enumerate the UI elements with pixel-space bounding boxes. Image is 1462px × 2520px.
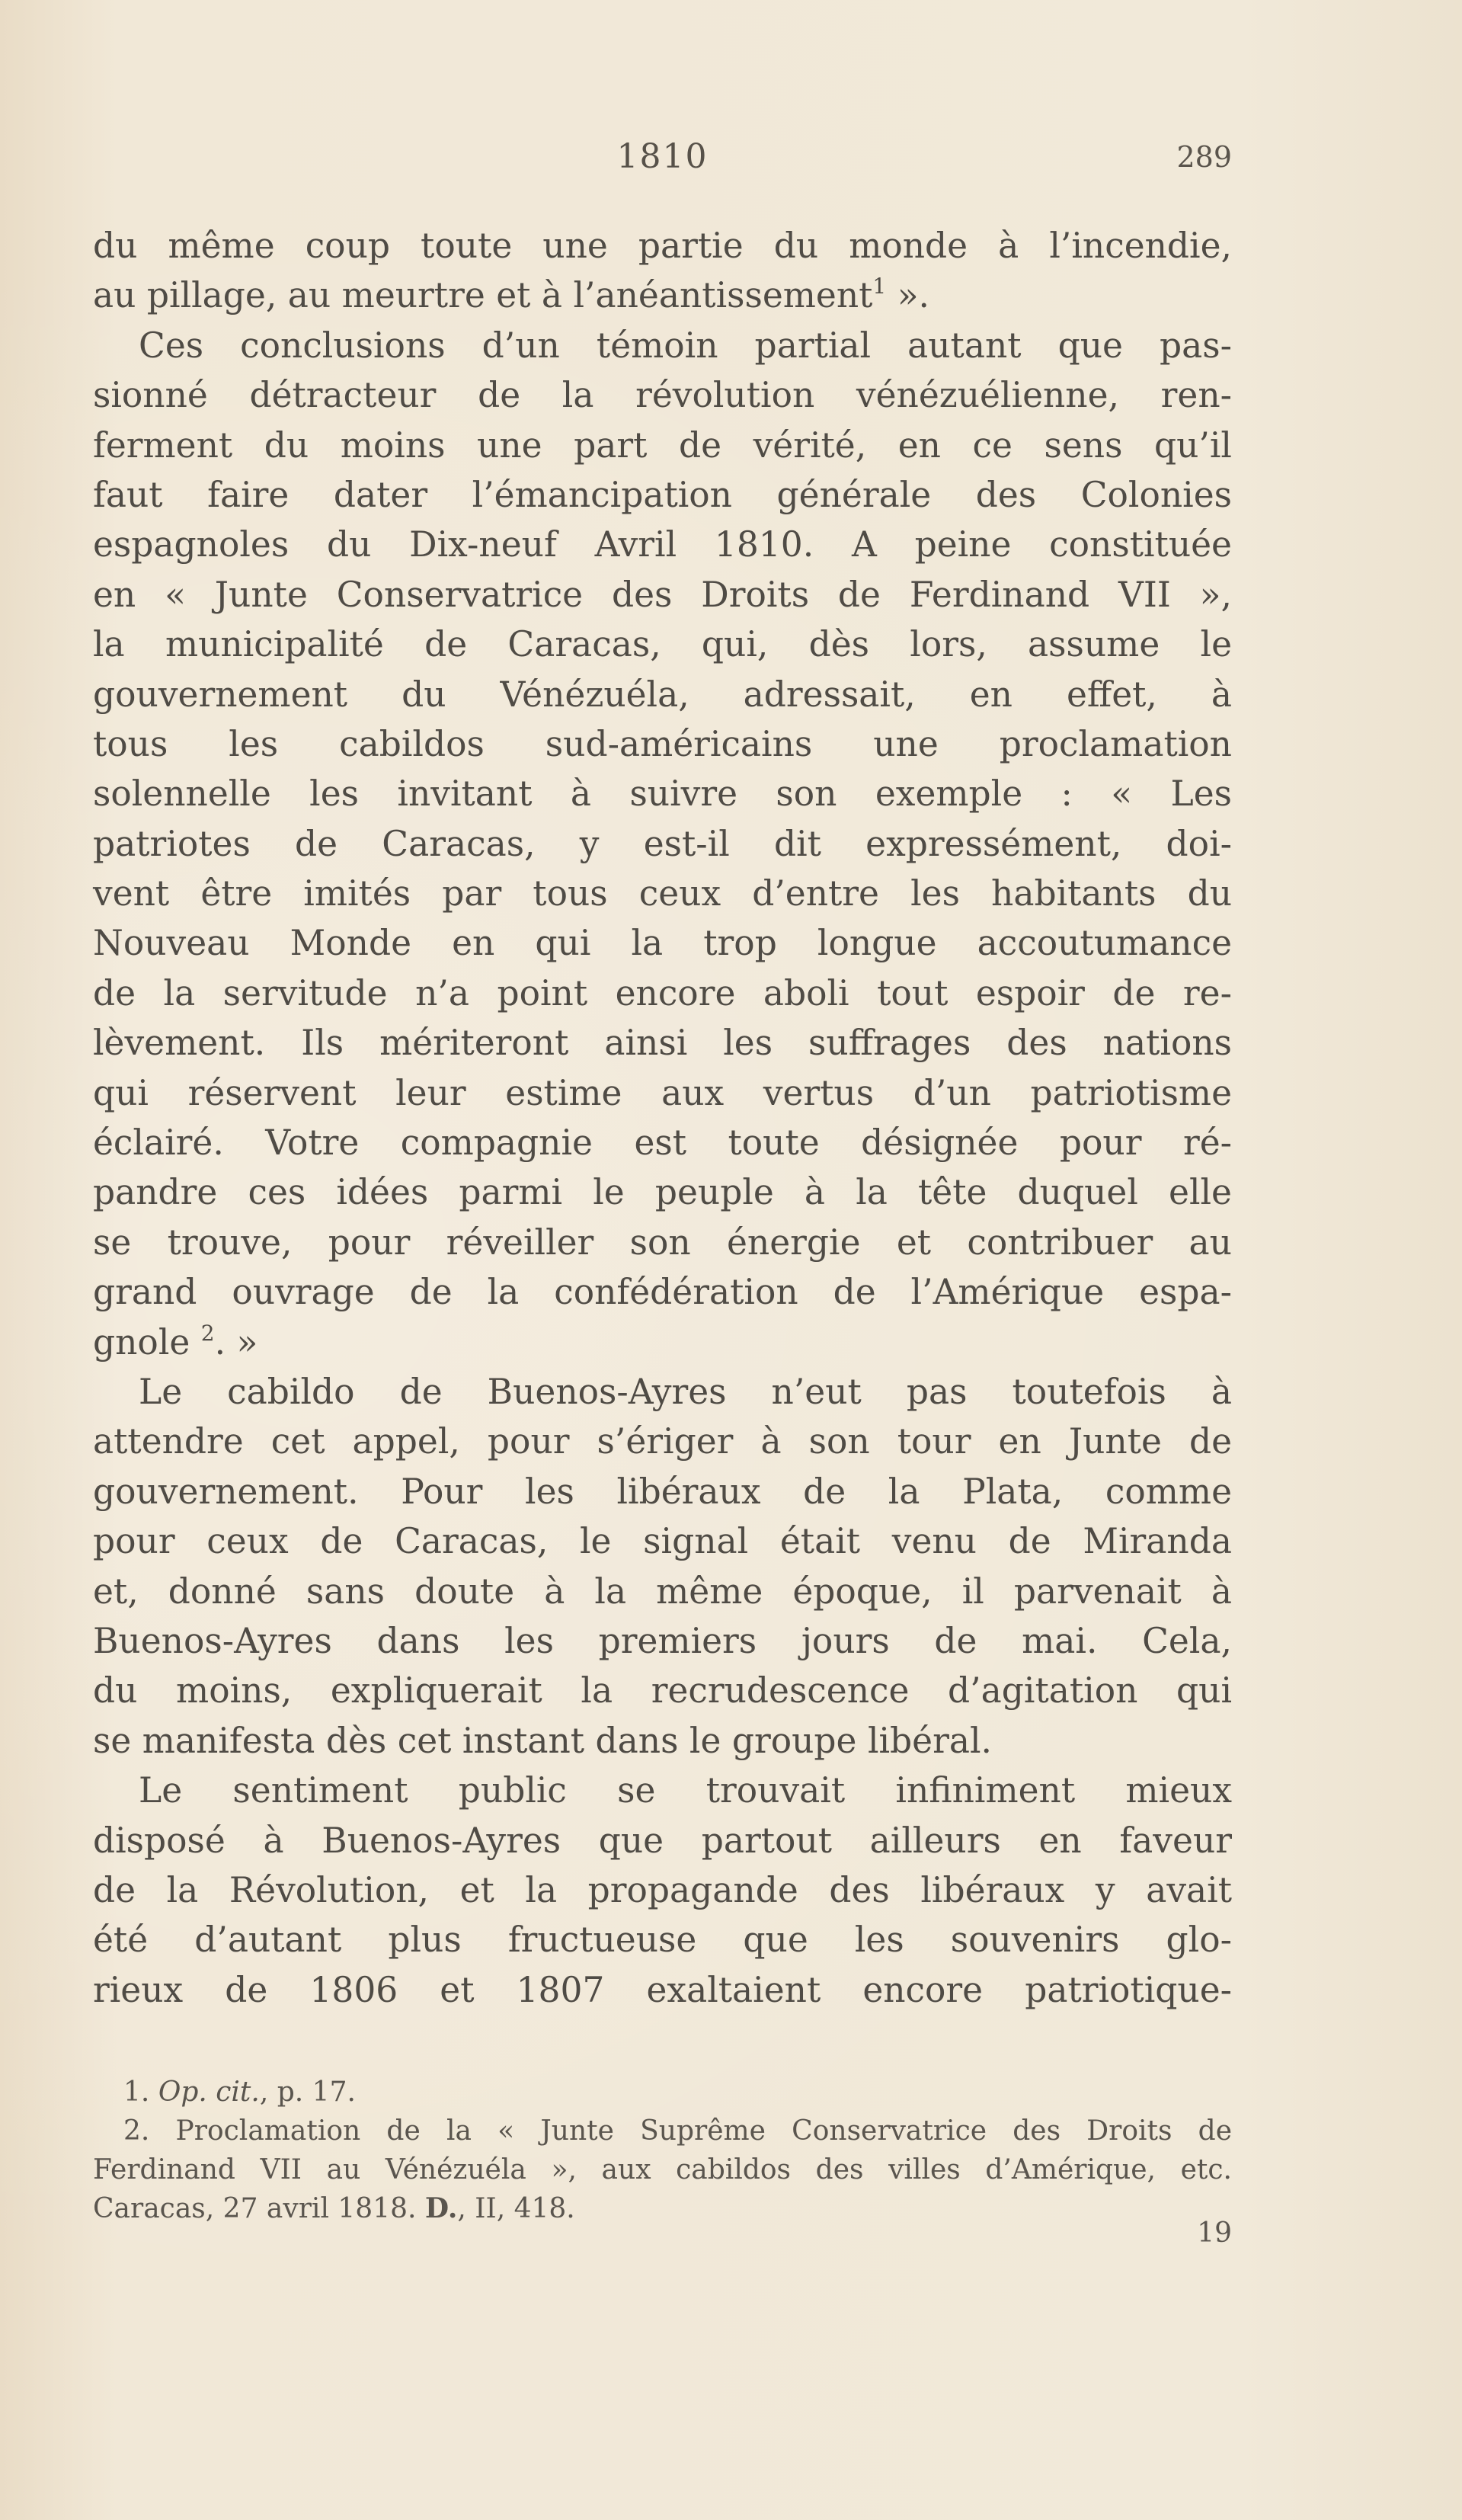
text-line: rieux de 1806 et 1807 exaltaient encore patriotique- [93, 1969, 1232, 2010]
body-text [93, 221, 1232, 2015]
text-line [93, 1318, 1232, 1367]
footnote-2-line: Ferdinand VII au Vénézuéla », aux cabildos des villes d’Amérique, etc. [93, 2154, 1232, 2185]
text-line: Nouveau Monde en qui la trop longue accoutumance [93, 923, 1232, 964]
note-reference: 2 [200, 1320, 215, 1346]
text-line: du même coup toute une partie du monde à l’incendie, [93, 226, 1232, 266]
text-line: lèvement. Ils mériteront ainsi les suffrages des nations [93, 1023, 1232, 1064]
running-head [93, 137, 1232, 183]
footnote-bold: D. [424, 2192, 458, 2224]
text-line: de la servitude n’a point encore aboli tout espoir de re- [93, 972, 1232, 1013]
text-line: été d’autant plus fructueuse que les souvenirs glo- [93, 1920, 1232, 1961]
text-line-content: ». [886, 275, 930, 316]
text-line: disposé à Buenos-Ayres que partout ailleurs en faveur [93, 1820, 1232, 1861]
text-line: qui réservent leur estime aux vertus d’un patriotisme [93, 1072, 1232, 1113]
text-line: éclairé. Votre compagnie est toute désignée pour ré- [93, 1122, 1232, 1164]
text-line: grand ouvrage de la confédération de l’Amérique espa- [93, 1272, 1232, 1313]
text-line: vent être imités par tous ceux d’entre les habitants du [93, 873, 1232, 914]
footnote-text: , II, 418. [457, 2193, 575, 2224]
text-line: pandre ces idées parmi le peuple à la tête duquel elle [93, 1172, 1232, 1213]
text-line: de la Révolution, et la propagande des libéraux y avait [93, 1869, 1232, 1910]
text-line: Le cabildo de Buenos-Ayres n’eut pas toutefois à [139, 1371, 1232, 1412]
text-line: gouvernement. Pour les libéraux de la Plata, comme [93, 1471, 1232, 1512]
text-line: Buenos-Ayres dans les premiers jours de mai. Cela, [93, 1620, 1232, 1661]
text-line: du moins, expliquerait la recrudescence d’agitation qui [93, 1670, 1232, 1711]
text-line: tous les cabildos sud-américains une proclamation [93, 723, 1232, 764]
note-reference: 1 [872, 274, 887, 299]
text-line: Ces conclusions d’un témoin partial autant que pas- [139, 325, 1232, 366]
text-line: et, donné sans doute à la même époque, il parvenait à [93, 1571, 1232, 1612]
text-line-content: au pillage, au meurtre et à l’anéantissement [93, 275, 873, 316]
signature-mark: 19 [1197, 2217, 1232, 2249]
text-line: attendre cet appel, pour s’ériger à son tour en Junte de [93, 1421, 1232, 1462]
footnotes [93, 2073, 1232, 2228]
running-title: 1810 [616, 137, 709, 176]
page-number: 289 [1176, 140, 1232, 174]
text-line-content: gnole [93, 1321, 190, 1362]
text-line: espagnoles du Dix-neuf Avril 1810. A peine constituée [93, 524, 1232, 565]
text-line: sionné détracteur de la révolution vénézuélienne, ren- [93, 375, 1232, 416]
footnote-2-line: 2. Proclamation de la « Junte Suprême Conservatrice des Droits de [123, 2115, 1232, 2147]
text-line: pour ceux de Caracas, le signal était venu de Miranda [93, 1521, 1232, 1562]
text-line: Le sentiment public se trouvait infiniment mieux [139, 1770, 1232, 1811]
text-line: se trouve, pour réveiller son énergie et contribuer au [93, 1222, 1232, 1263]
text-line: faut faire dater l’émancipation générale des Colonies [93, 474, 1232, 515]
footnote-italic: Op. cit. [158, 2077, 260, 2108]
footnote-label: 1. [123, 2077, 150, 2108]
text-line: ferment du moins une part de vérité, en ce sens qu’il [93, 424, 1232, 466]
text-line: la municipalité de Caracas, qui, dès lors, assume le [93, 624, 1232, 665]
text-line [93, 271, 1232, 320]
text-line: solennelle les invitant à suivre son exemple : « Les [93, 773, 1232, 815]
text-line: patriotes de Caracas, y est-il dit expressément, doi- [93, 823, 1232, 864]
footnote-1 [93, 2073, 1232, 2112]
text-line: en « Junte Conservatrice des Droits de Ferdinand VII », [93, 574, 1232, 615]
text-line: gouvernement du Vénézuéla, adressait, en effet, à [93, 674, 1232, 715]
text-line: se manifesta dès cet instant dans le groupe libéral. [93, 1720, 993, 1761]
footnote-2-line [93, 2189, 1232, 2228]
text-line-content: . » [214, 1321, 258, 1362]
footnote-text: , p. 17. [259, 2077, 356, 2108]
footnote-text: Caracas, 27 avril 1818. [93, 2193, 425, 2224]
